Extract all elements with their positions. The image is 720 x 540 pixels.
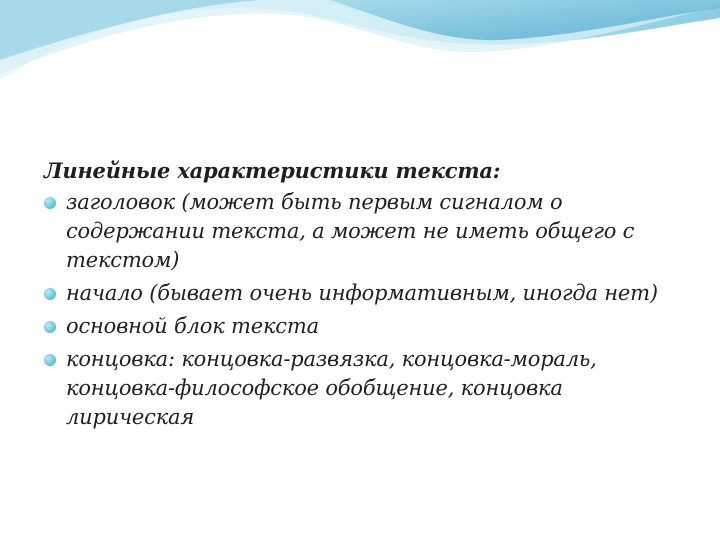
list-item <box>44 312 694 341</box>
list-item <box>44 188 694 275</box>
list-item-text: основной блок текста <box>66 314 319 338</box>
bullet-dot-icon <box>44 288 56 300</box>
header-wave-decoration <box>0 0 720 110</box>
list-item-text: начало (бывает очень информативным, иногда нет) <box>66 281 658 305</box>
bullet-dot-icon <box>44 321 56 333</box>
slide-content <box>44 156 694 436</box>
list-item-text: концовка: концовка-развязка, концовка-мораль, концовка-философское обобщение, концовка лирическая <box>66 347 597 429</box>
list-item-text: заголовок (может быть первым сигналом о содержании текста, а может не иметь общего с текстом) <box>66 190 635 272</box>
list-item <box>44 279 694 308</box>
bullet-dot-icon <box>44 354 56 366</box>
list-item <box>44 345 694 432</box>
bullet-list <box>44 188 694 432</box>
bullet-dot-icon <box>44 197 56 209</box>
slide-heading: Линейные характеристики текста: <box>44 158 501 183</box>
